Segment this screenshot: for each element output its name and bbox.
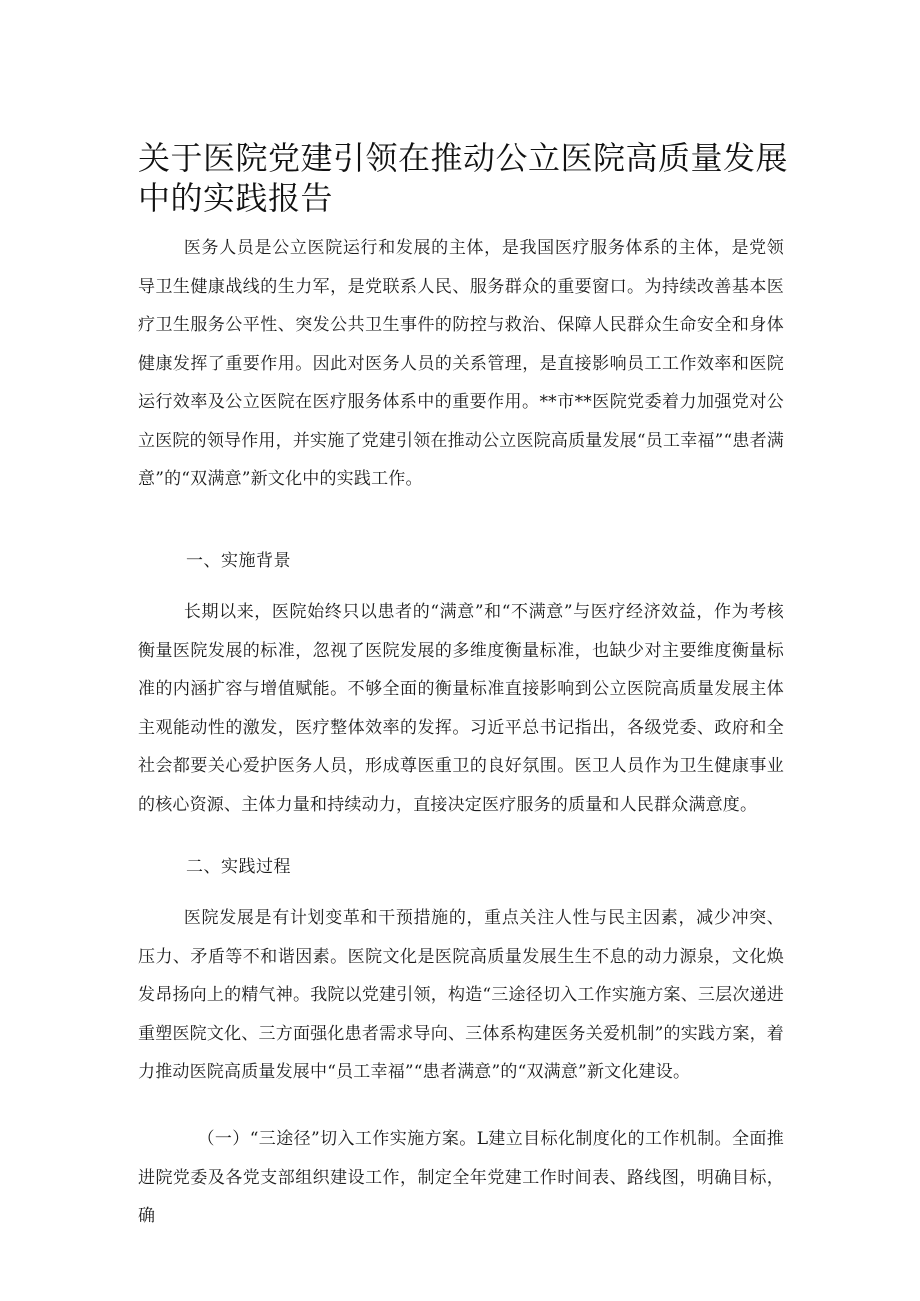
intro-paragraph: 医务人员是公立医院运行和发展的主体，是我国医疗服务体系的主体，是党领导卫生健康战线的生力军，是党联系人民、服务群众的重要窗口。为持续改善基本医疗卫生服务公平性、突发公共卫生事件的防控与救治、保障人民群众生命安全和身体健康发挥了重要作用。因此对医务人员的关系管理，是直接影响员工工作效率和医院运行效率及公立医院在医疗服务体系中的重要作用。**市**医院党委着力加强党对公立医院的领导作用，并实施了党建引领在推动公立医院高质量发展“员工幸福”“患者满意”的“双满意”新文化中的实践工作。 <box>138 238 784 489</box>
background-paragraph: 长期以来，医院始终只以患者的“满意”和“不满意”与医疗经济效益，作为考核衡量医院发展的标准，忽视了医院发展的多维度衡量标准，也缺少对主要维度衡量标准的内涵扩容与增值赋能。不够全面的衡量标准直接影响到公立医院高质量发展主体主观能动性的激发，医疗整体效率的发挥。习近平总书记指出，各级党委、政府和全社会都要关心爱护医务人员，形成尊医重卫的良好氛围。医卫人员作为卫生健康事业的核心资源、主体力量和持续动力，直接决定医疗服务的质量和人民群众满意度。 <box>138 602 784 815</box>
section-heading-background: 一、实施背景 <box>186 551 291 571</box>
section-heading-practice: 二、实践过程 <box>186 857 291 877</box>
practice-subparagraph-1: （一）“三途径”切入工作实施方案。L建立目标化制度化的工作机制。全面推进院党委及各党支部组织建设工作，制定全年党建工作时间表、路线图，明确目标，确 <box>138 1129 784 1226</box>
practice-paragraph: 医院发展是有计划变革和干预措施的，重点关注人性与民主因素，减少冲突、压力、矛盾等不和谐因素。医院文化是医院高质量发展生生不息的动力源泉，文化焕发昂扬向上的精气神。我院以党建引领，构造“三途径切入工作实施方案、三层次递进重塑医院文化、三方面强化患者需求导向、三体系构建医务关爱机制”的实践方案，着力推动医院高质量发展中“员工幸福”“患者满意”的“双满意”新文化建设。 <box>138 908 784 1082</box>
document-title: 关于医院党建引领在推动公立医院高质量发展中的实践报告 <box>138 139 789 217</box>
